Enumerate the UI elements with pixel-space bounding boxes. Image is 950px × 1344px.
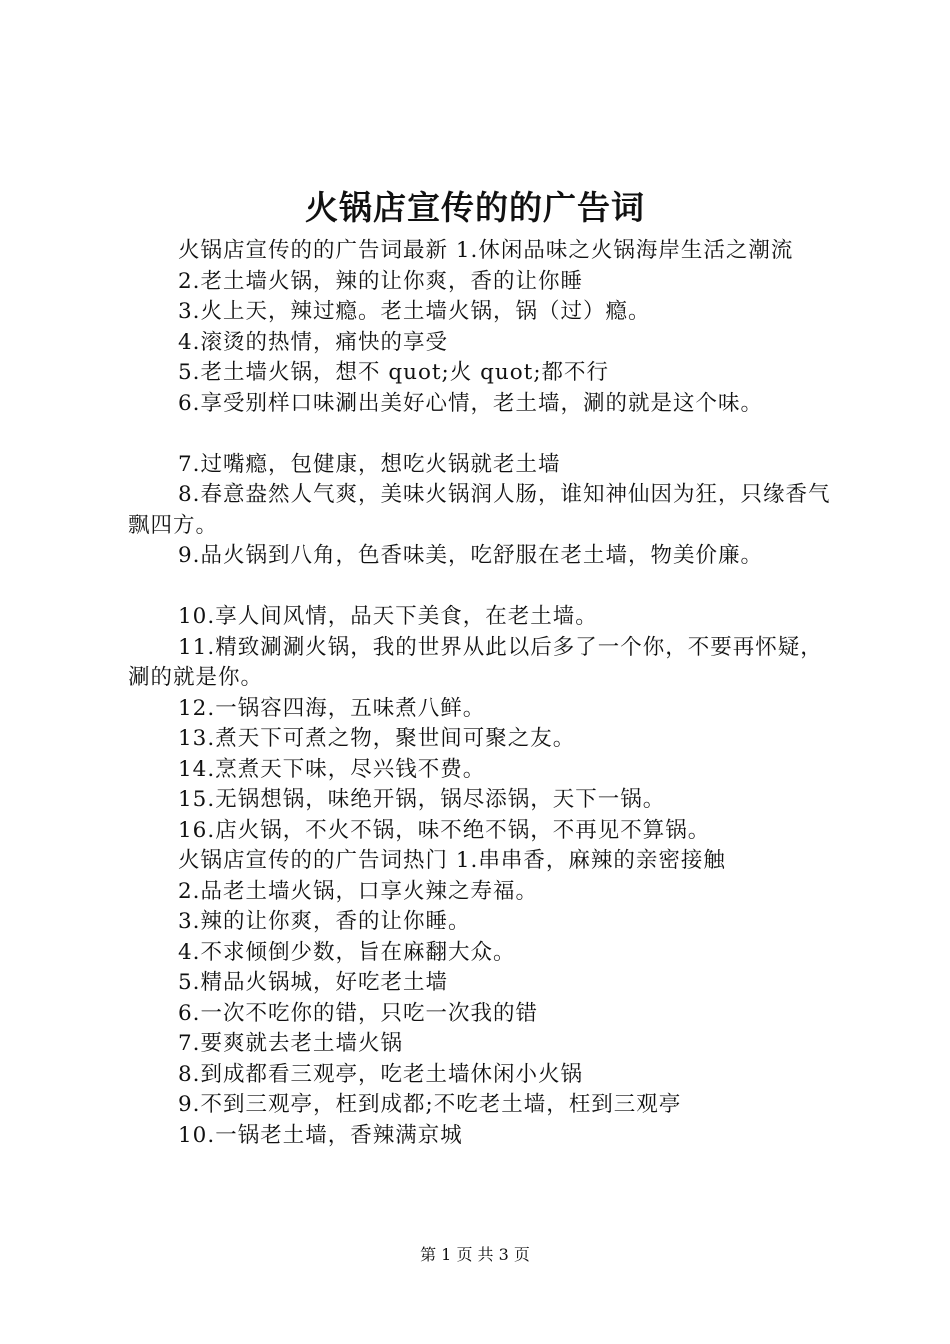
paragraph: 6.享受别样口味涮出美好心情，老土墙，涮的就是这个味。 (178, 390, 764, 416)
paragraph: 5.老土墙火锅，想不 quot;火 quot;都不行 (178, 360, 610, 385)
paragraph: 2.品老土墙火锅，口享火辣之寿福。 (178, 878, 539, 904)
paragraph: 12.一锅容四海，五味煮八鲜。 (178, 695, 486, 721)
paragraph: 5.精品火锅城，好吃老土墙 (178, 970, 449, 995)
paragraph: 8.春意盎然人气爽，美味火锅润人肠，谁知神仙因为狂，只缘香气飘四方。 (128, 482, 831, 538)
paragraph: 10.享人间风情，品天下美食，在老土墙。 (178, 604, 598, 629)
paragraph: 10.一锅老土墙，香辣满京城 (178, 1122, 463, 1148)
paragraph: 7.过嘴瘾，包健康，想吃火锅就老土墙 (178, 451, 561, 477)
paragraph: 13.煮天下可煮之物，聚世间可聚之友。 (178, 726, 576, 751)
paragraph: 4.滚烫的热情，痛快的享受 (178, 329, 449, 355)
paragraph: 14.烹煮天下味，尽兴钱不费。 (178, 756, 486, 782)
paragraph: 8.到成都看三观亭，吃老土墙休闲小火锅 (178, 1061, 584, 1087)
document-body (128, 236, 838, 1151)
paragraph: 3.辣的让你爽，香的让你睡。 (178, 909, 471, 934)
paragraph: 火锅店宣传的的广告词最新 1.休闲品味之火锅海岸生活之潮流 (178, 238, 794, 263)
document-title: 火锅店宣传的的广告词 (305, 188, 645, 227)
paragraph: 11.精致涮涮火锅，我的世界从此以后多了一个你，不要再怀疑，涮的就是你。 (128, 634, 823, 690)
paragraph: 2.老土墙火锅，辣的让你爽，香的让你睡 (178, 268, 584, 294)
paragraph: 9.不到三观亭，枉到成都;不吃老土墙，枉到三观亭 (178, 1092, 682, 1117)
paragraph: 6.一次不吃你的错，只吃一次我的错 (178, 1000, 539, 1026)
paragraph: 7.要爽就去老土墙火锅 (178, 1031, 404, 1056)
paragraph: 16.店火锅，不火不锅，味不绝不锅，不再见不算锅。 (178, 817, 711, 843)
paragraph: 15.无锅想锅，味绝开锅，锅尽添锅，天下一锅。 (178, 787, 666, 812)
paragraph: 9.品火锅到八角，色香味美，吃舒服在老土墙，物美价廉。 (178, 543, 764, 568)
paragraph: 4.不求倾倒少数，旨在麻翻大众。 (178, 939, 516, 965)
paragraph: 火锅店宣传的的广告词热门 1.串串香，麻辣的亲密接触 (178, 848, 726, 873)
paragraph: 3.火上天，辣过瘾。老土墙火锅，锅（过）瘾。 (178, 299, 651, 324)
page-footer: 第 1 页 共 3 页 (420, 1245, 530, 1264)
